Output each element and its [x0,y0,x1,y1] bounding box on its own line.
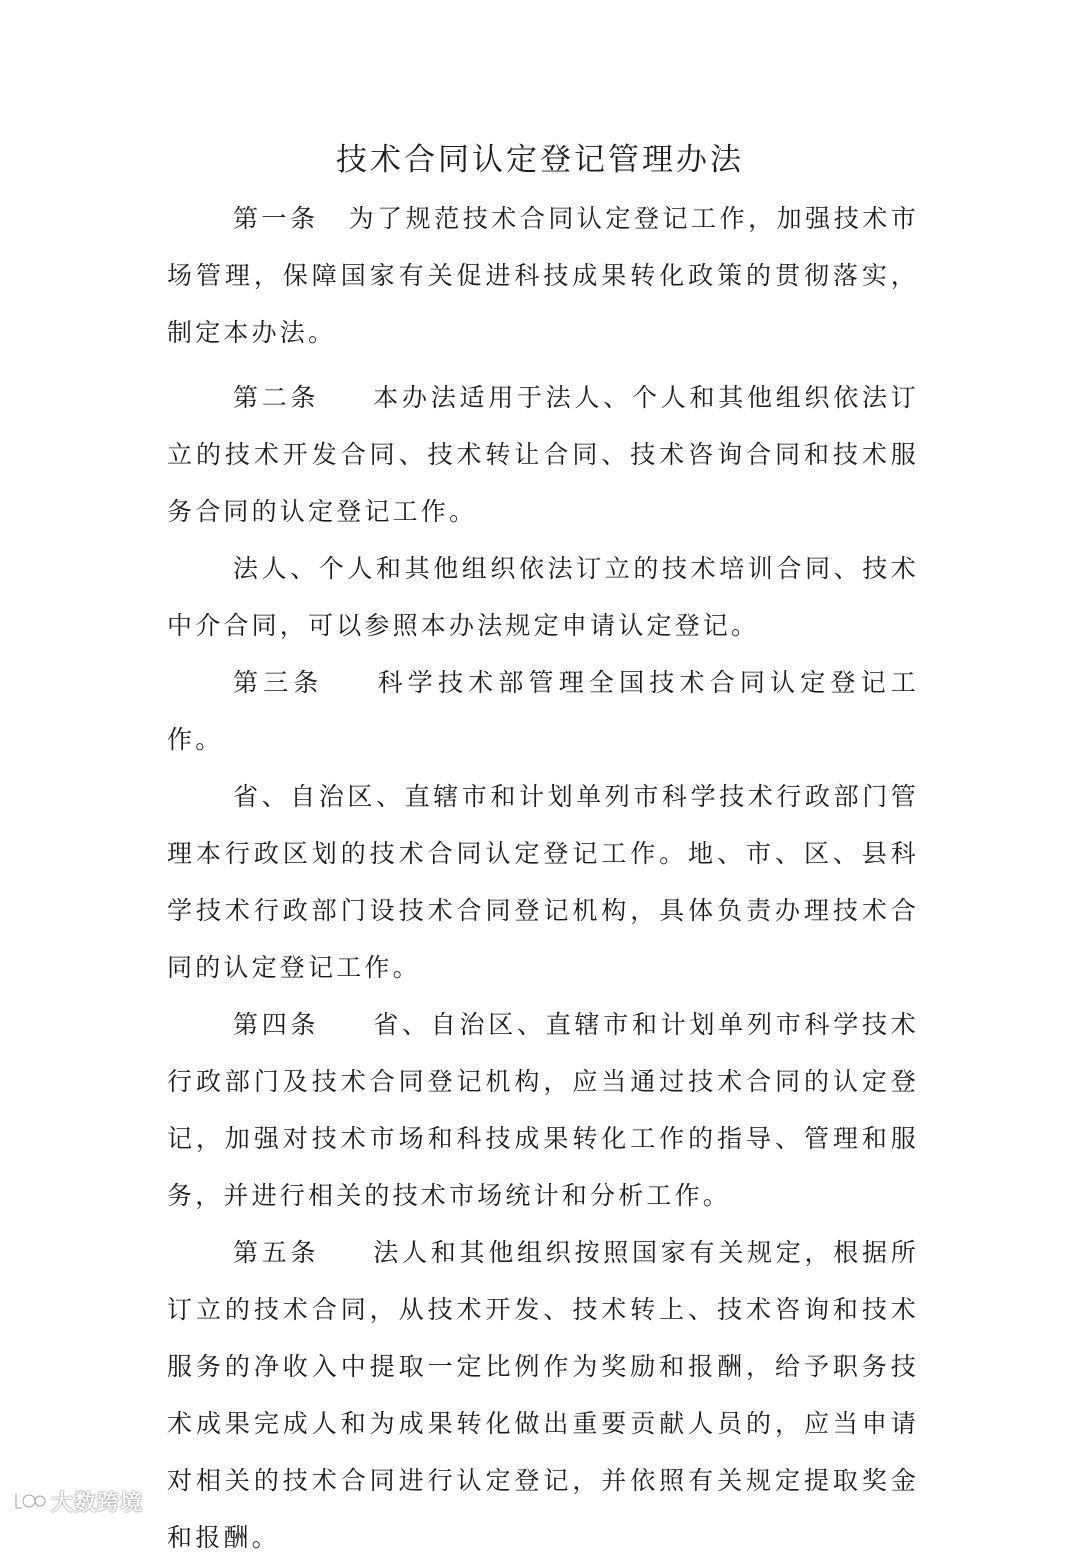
article-2-paragraph-2 [167,540,919,654]
watermark-text: 大数跨境 [51,1490,144,1516]
document-body [167,190,919,1566]
article-1 [167,190,919,361]
article-text: 法人、个人和其他组织依法订立的技术培训合同、技术中介合同，可以参照本办法规定申请认定登记。 [167,554,919,640]
article-text: 科学技术部管理全国技术合同认定登记工作。 [167,668,919,754]
watermark [12,1486,143,1516]
article-3 [167,654,919,768]
document-title: 技术合同认定登记管理办法 [336,142,744,178]
article-2 [167,369,919,540]
article-label: 第五条 [233,1238,320,1267]
brand-logo-icon [12,1488,46,1514]
article-text: 省、自治区、直辖市和计划单列市科学技术行政部门管理本行政区划的技术合同认定登记工作。地、市、区、县科学技术行政部门设技术合同登记机构，具体负责办理技术合同的认定登记工作。 [167,782,919,982]
article-text: 本办法适用于法人、个人和其他组织依法订立的技术开发合同、技术转让合同、技术咨询合同和技术服务合同的认定登记工作。 [167,383,919,526]
article-5 [167,1224,919,1566]
article-text: 省、自治区、直辖市和计划单列市科学技术行政部门及技术合同登记机构，应当通过技术合同的认定登记，加强对技术市场和科技成果转化工作的指导、管理和服务，并进行相关的技术市场统计和分析工作。 [167,1010,919,1210]
article-label: 第三条 [233,668,324,697]
article-text: 为了规范技术合同认定登记工作，加强技术市场管理，保障国家有关促进科技成果转化政策的贯彻落实，制定本办法。 [167,204,919,347]
article-text: 法人和其他组织按照国家有关规定，根据所订立的技术合同，从技术开发、技术转上、技术咨询和技术服务的净收入中提取一定比例作为奖励和报酬，给予职务技术成果完成人和为成果转化做出重要贡献人员的，应当申请对相关的技术合同进行认定登记，并依照有关规定提取奖金和报酬。 [167,1238,919,1552]
article-label: 第二条 [233,383,320,412]
article-4 [167,996,919,1224]
article-label: 第一条 [233,204,319,233]
article-label: 第四条 [233,1010,320,1039]
article-3-paragraph-2 [167,768,919,996]
